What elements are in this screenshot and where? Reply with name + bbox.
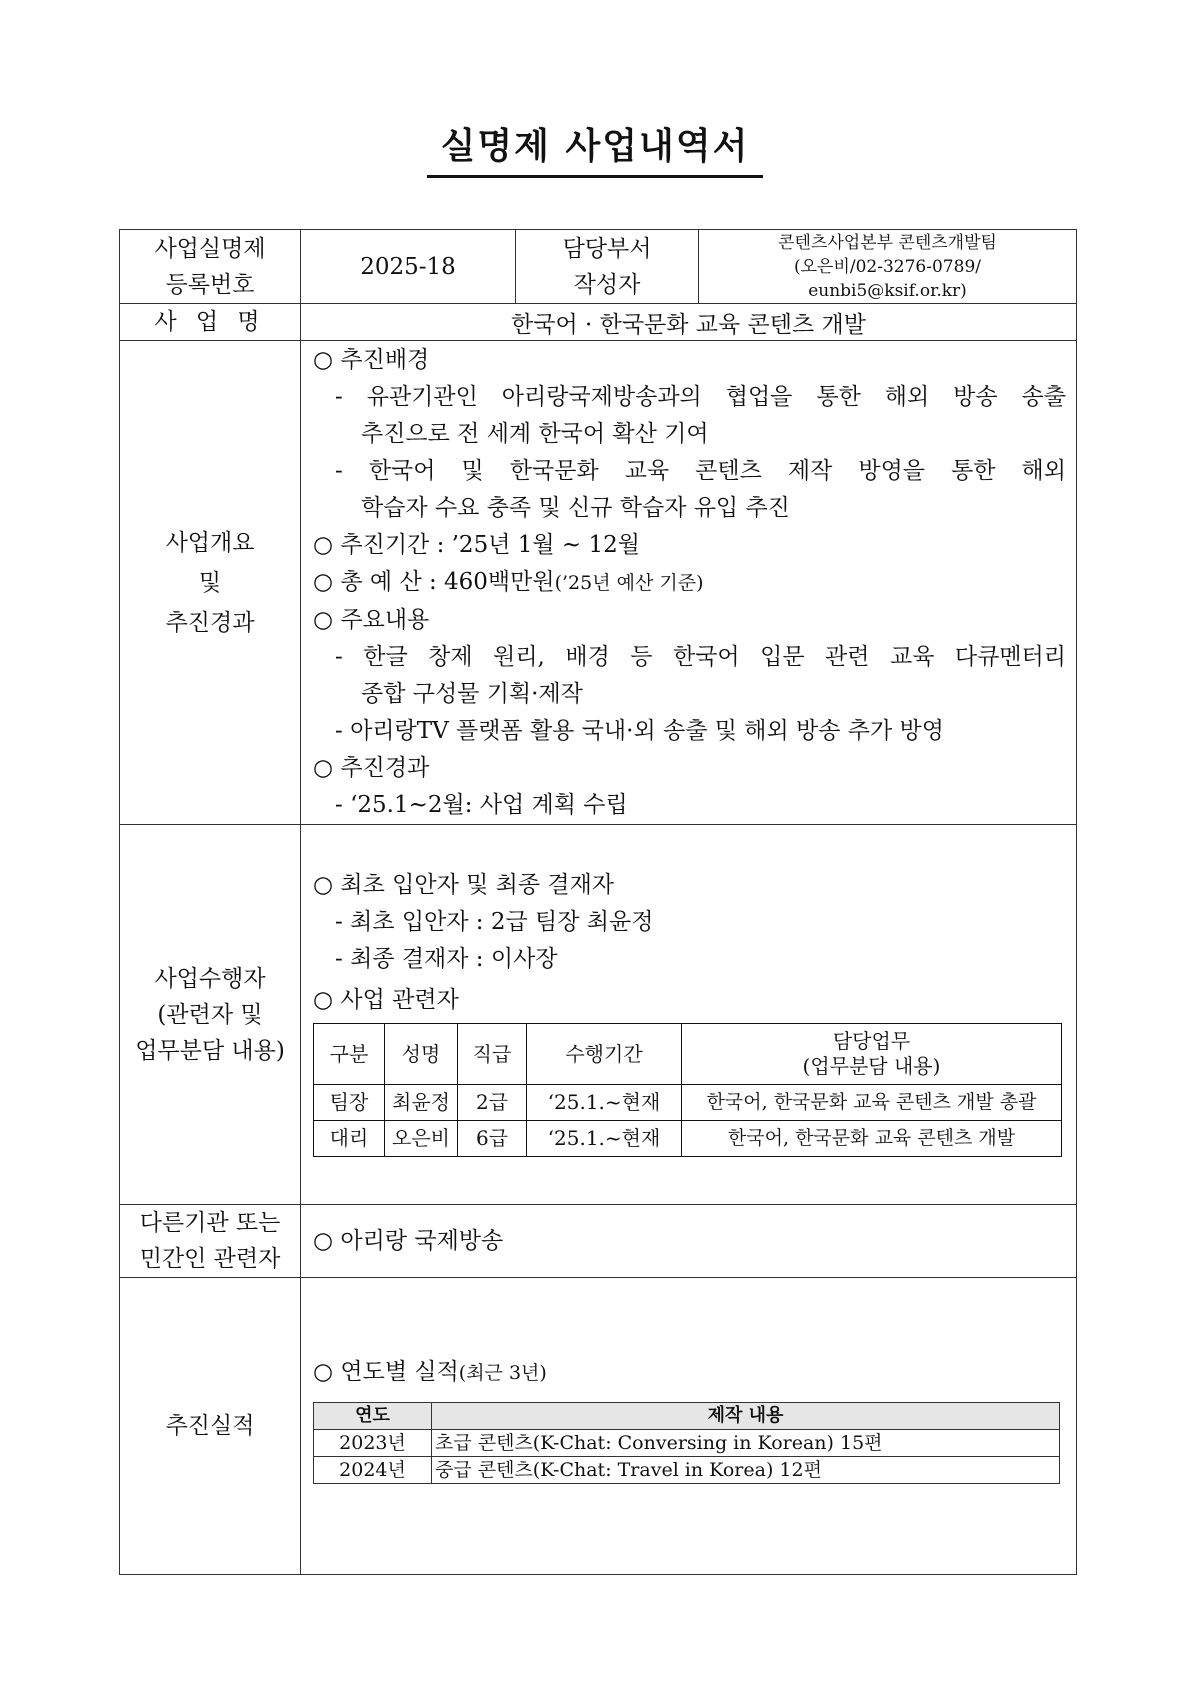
background-item-1-line1: - 유관기관인 아리랑국제방송과의 협업을 통한 해외 방송 송출	[335, 384, 1066, 410]
results-title-main: ○ 연도별 실적	[313, 1359, 459, 1385]
reg-value: 2025-18	[301, 230, 516, 304]
background-item-1-line2: 추진으로 전 세계 한국어 확산 기여	[361, 421, 709, 447]
document-title: 실명제 사업내역서	[427, 118, 764, 178]
table-row	[314, 1085, 1062, 1121]
main-item-1-line1: - 한글 창제 원리, 배경 등 한국어 입문 관련 교육 다큐멘터리	[335, 644, 1066, 670]
results-table	[313, 1402, 1060, 1484]
background-item-2-line2: 학습자 수요 충족 및 신규 학습자 유입 추진	[361, 495, 790, 521]
result1-content: 초급 콘텐츠(K-Chat: Conversing in Korean) 15편	[432, 1430, 1060, 1457]
results-table-header	[314, 1403, 1060, 1430]
budget-main: ○ 총 예 산 : 460백만원	[313, 569, 555, 595]
row2-division: 대리	[314, 1121, 385, 1157]
table-row	[314, 1430, 1060, 1457]
row2-period: ‘25.1.~현재	[527, 1121, 682, 1157]
table-row	[314, 1457, 1060, 1484]
business-name-value: 한국어 · 한국문화 교육 콘텐츠 개발	[301, 304, 1077, 341]
row1-name: 최윤정	[385, 1085, 458, 1121]
external-label: 다른기관 또는 민간인 관련자	[120, 1205, 301, 1278]
business-name-row	[120, 304, 1077, 341]
row1-division: 팀장	[314, 1085, 385, 1121]
header-name: 성명	[385, 1024, 458, 1085]
result1-year: 2023년	[314, 1430, 432, 1457]
header-duty: 담당업무 (업무분담 내용)	[682, 1024, 1062, 1085]
background-item-2-line1: - 한국어 및 한국문화 교육 콘텐츠 제작 방영을 통한 해외	[335, 458, 1066, 484]
budget-note: (’25년 예산 기준)	[554, 572, 704, 594]
row1-duty: 한국어, 한국문화 교육 콘텐츠 개발 총괄	[682, 1085, 1062, 1121]
approver-line: - 최종 결재자 : 이사장	[335, 946, 558, 972]
header-division: 구분	[314, 1024, 385, 1085]
row2-rank: 6급	[458, 1121, 527, 1157]
result2-year: 2024년	[314, 1457, 432, 1484]
registration-row	[120, 230, 1077, 304]
document-title-wrap	[0, 118, 1190, 178]
external-value: ○ 아리랑 국제방송	[313, 1227, 504, 1254]
reg-label: 사업실명제 등록번호	[120, 230, 301, 304]
related-persons-table	[313, 1023, 1062, 1157]
dept-value: 콘텐츠사업본부 콘텐츠개발팀 (오은비/02-3276-0789/ eunbi5@ksif.or.kr)	[699, 230, 1077, 304]
results-label: 추진실적	[120, 1278, 301, 1575]
related-table-header	[314, 1024, 1062, 1085]
results-content	[301, 1278, 1077, 1575]
drafter-title: ○ 최초 입안자 및 최종 결재자	[313, 872, 615, 898]
main-item-2-line1: - 아리랑TV 플랫폼 활용 국내·외 송출 및 해외 방송 추가 방영	[335, 718, 944, 744]
business-name-label: 사 업 명	[120, 304, 301, 341]
related-title: ○ 사업 관련자	[313, 987, 459, 1013]
performers-content	[301, 825, 1077, 1205]
overview-content	[301, 341, 1077, 825]
progress-item-1: - ‘25.1~2월: 사업 계획 수립	[335, 792, 628, 818]
overview-label: 사업개요 및 추진경과	[120, 341, 301, 825]
drafter-line: - 최초 입안자 : 2급 팀장 최윤정	[335, 909, 654, 935]
results-row	[120, 1278, 1077, 1575]
header-period: 수행기간	[527, 1024, 682, 1085]
header-year: 연도	[314, 1403, 432, 1430]
overview-row	[120, 341, 1077, 825]
header-content: 제작 내용	[432, 1403, 1060, 1430]
row1-period: ‘25.1.~현재	[527, 1085, 682, 1121]
row2-name: 오은비	[385, 1121, 458, 1157]
table-row	[314, 1121, 1062, 1157]
external-content	[301, 1205, 1077, 1278]
main-item-1-line2: 종합 구성물 기획·제작	[361, 681, 583, 707]
external-row	[120, 1205, 1077, 1278]
performers-row	[120, 825, 1077, 1205]
header-rank: 직급	[458, 1024, 527, 1085]
period-line: ○ 추진기간 : ’25년 1월 ~ 12월	[313, 532, 640, 558]
row1-rank: 2급	[458, 1085, 527, 1121]
row2-duty: 한국어, 한국문화 교육 콘텐츠 개발	[682, 1121, 1062, 1157]
results-title-note: (최근 3년)	[458, 1362, 547, 1384]
result2-content: 중급 콘텐츠(K-Chat: Travel in Korea) 12편	[432, 1457, 1060, 1484]
results-title	[313, 1354, 1066, 1392]
progress-title: ○ 추진경과	[313, 755, 430, 781]
background-title: ○ 추진배경	[313, 347, 430, 373]
main-content-title: ○ 주요내용	[313, 607, 430, 633]
business-table	[119, 229, 1077, 1575]
dept-label: 담당부서 작성자	[516, 230, 699, 304]
budget-line	[313, 564, 1066, 602]
performers-label: 사업수행자 (관련자 및 업무분담 내용)	[120, 825, 301, 1205]
